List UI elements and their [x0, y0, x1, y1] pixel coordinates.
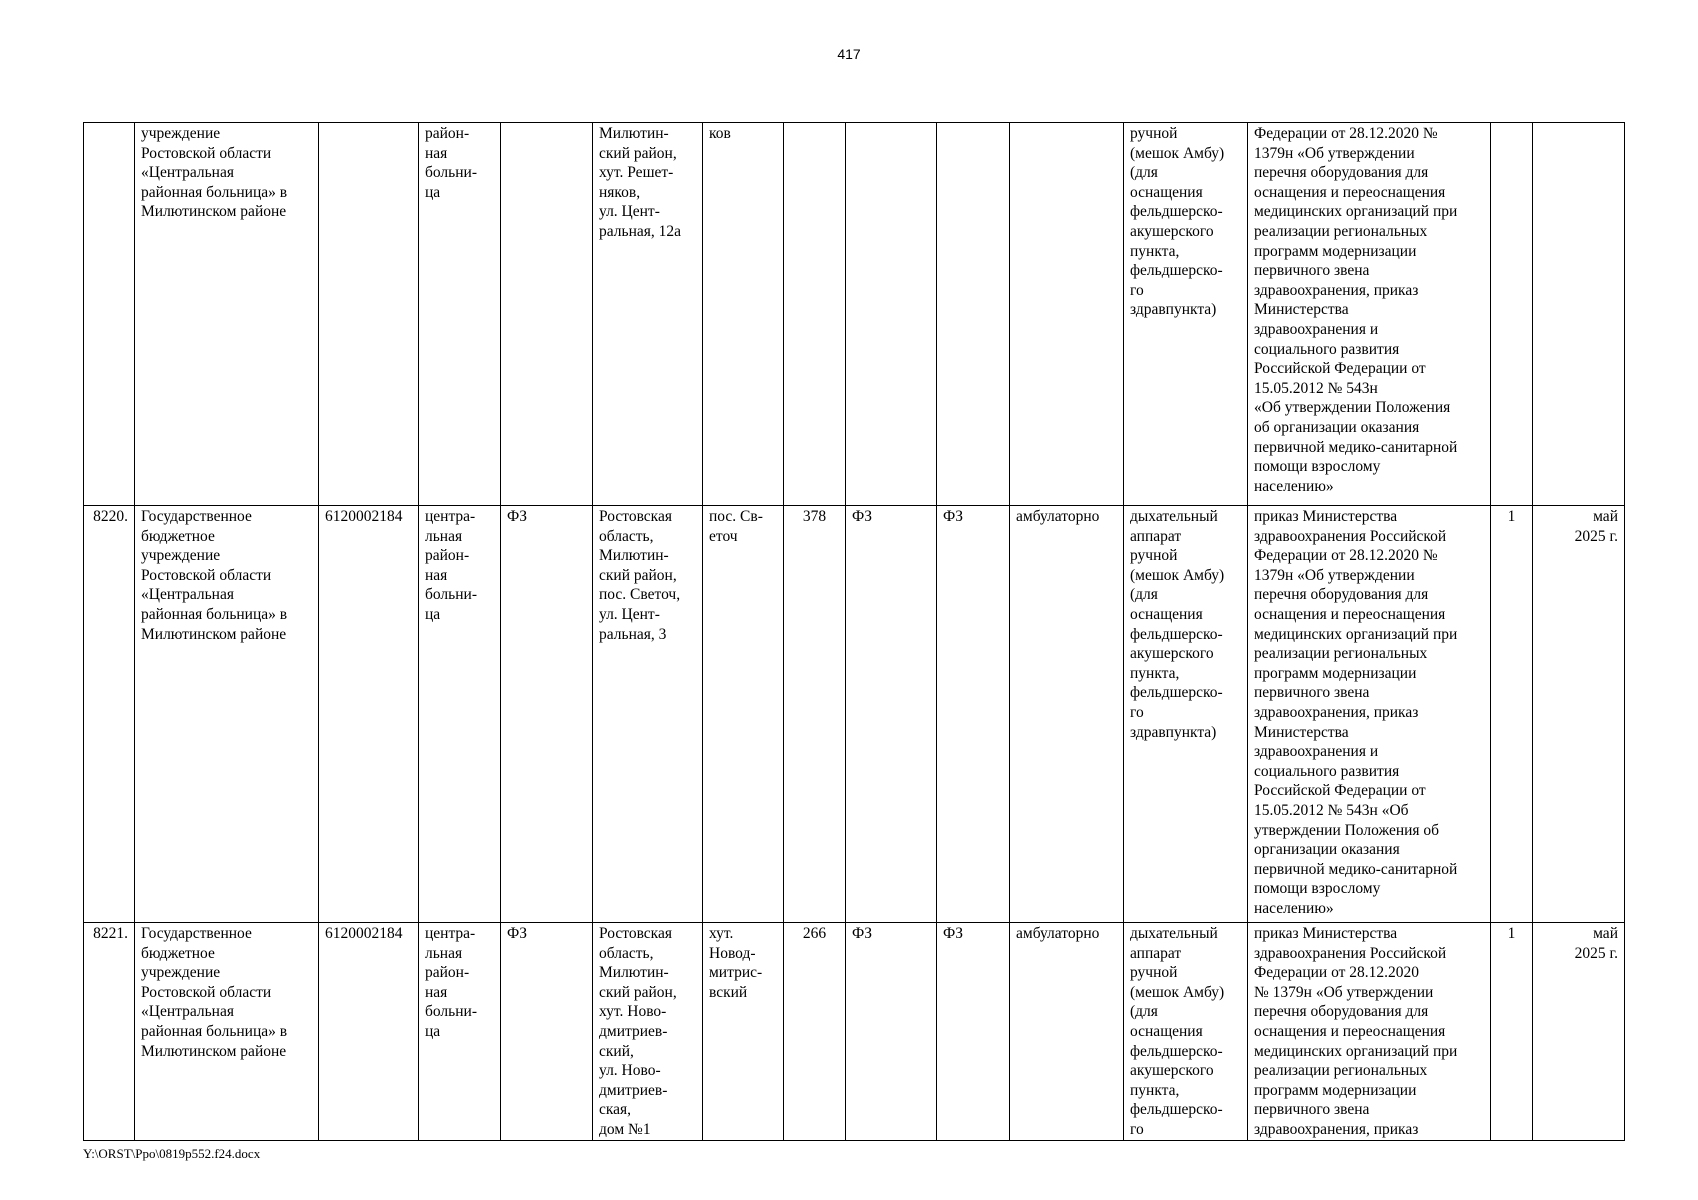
- delivery-date: май 2025 г.: [1533, 506, 1625, 923]
- organization-name: Государственное бюджетное учреждение Ростовской области «Центральная районная больница» в Милютинском районе: [135, 506, 319, 923]
- quantity: 1: [1491, 923, 1533, 1141]
- settlement: хут. Новод- митрис- вский: [703, 923, 784, 1141]
- settlement: пос. Св- еточ: [703, 506, 784, 923]
- equipment-name: ручной (мешок Амбу) (для оснащения фельдшерско- акушерского пункта, фельдшерско- го здравпункта): [1124, 123, 1248, 506]
- legal-basis: приказ Министерства здравоохранения Российской Федерации от 28.12.2020 № 1379н «Об утверждении перечня оборудования для оснащения и переоснащения медицинских организаций при реализации региональных программ модернизации первичного звена здравоохранения, приказ Министерства здравоохранения и социального развития Российской Федерации от 15.05.2012 № 543н «Об утверждении Положения об организации оказания первичной медико-санитарной помощи взрослому населению»: [1248, 506, 1491, 923]
- address: Ростовская область, Милютин- ский район, пос. Светоч, ул. Цент- ральная, 3: [593, 506, 703, 923]
- page-number: 417: [837, 46, 861, 62]
- legal-basis: приказ Министерства здравоохранения Российской Федерации от 28.12.2020 № 1379н «Об утверждении перечня оборудования для оснащения и переоснащения медицинских организаций при реализации региональных программ модернизации первичного звена здравоохранения, приказ: [1248, 923, 1491, 1141]
- inn: [319, 123, 419, 506]
- organization-name: учреждение Ростовской области «Центральная районная больница» в Милютинском районе: [135, 123, 319, 506]
- population: 378: [784, 506, 846, 923]
- care-conditions: амбулаторно: [1010, 506, 1124, 923]
- organization-type: центра- льная район- ная больни- ца: [419, 923, 501, 1141]
- address: Милютин- ский район, хут. Решет- няков, ул. Цент- ральная, 12а: [593, 123, 703, 506]
- table-row: [84, 123, 1625, 506]
- organization-type: район- ная больни- ца: [419, 123, 501, 506]
- unit-type-current: ФЗ: [846, 506, 937, 923]
- unit-type-current: [846, 123, 937, 506]
- organization-name: Государственное бюджетное учреждение Ростовской области «Центральная районная больница» в Милютинском районе: [135, 923, 319, 1141]
- care-conditions: амбулаторно: [1010, 923, 1124, 1141]
- quantity: 1: [1491, 506, 1533, 923]
- inn: 6120002184: [319, 923, 419, 1141]
- equipment-name: дыхательный аппарат ручной (мешок Амбу) (для оснащения фельдшерско- акушерского пункта, фельдшерско- го здравпункта): [1124, 506, 1248, 923]
- inn: 6120002184: [319, 506, 419, 923]
- row-number: 8220.: [84, 506, 135, 923]
- equipment-name: дыхательный аппарат ручной (мешок Амбу) (для оснащения фельдшерско- акушерского пункта, фельдшерско- го: [1124, 923, 1248, 1141]
- unit-type-planned: [937, 123, 1010, 506]
- population: [784, 123, 846, 506]
- population: 266: [784, 923, 846, 1141]
- organization-type: центра- льная район- ная больни- ца: [419, 506, 501, 923]
- row-number: 8221.: [84, 923, 135, 1141]
- unit-status: ФЗ: [501, 923, 593, 1141]
- unit-type-current: ФЗ: [846, 923, 937, 1141]
- equipment-table: [83, 122, 1625, 1141]
- unit-type-planned: ФЗ: [937, 506, 1010, 923]
- quantity: [1491, 123, 1533, 506]
- legal-basis: Федерации от 28.12.2020 № 1379н «Об утверждении перечня оборудования для оснащения и переоснащения медицинских организаций при реализации региональных программ модернизации первичного звена здравоохранения, приказ Министерства здравоохранения и социального развития Российской Федерации от 15.05.2012 № 543н «Об утверждении Положения об организации оказания первичной медико-санитарной помощи взрослому населению»: [1248, 123, 1491, 506]
- unit-status: ФЗ: [501, 506, 593, 923]
- row-number: [84, 123, 135, 506]
- care-conditions: [1010, 123, 1124, 506]
- unit-status: [501, 123, 593, 506]
- table-row: [84, 923, 1625, 1141]
- table-row: [84, 506, 1625, 923]
- address: Ростовская область, Милютин- ский район, хут. Ново- дмитриев- ский, ул. Ново- дмитриев- ская, дом №1: [593, 923, 703, 1141]
- unit-type-planned: ФЗ: [937, 923, 1010, 1141]
- footer-file-path: Y:\ORST\Ppo\0819p552.f24.docx: [83, 1146, 261, 1161]
- delivery-date: май 2025 г.: [1533, 923, 1625, 1141]
- settlement: ков: [703, 123, 784, 506]
- delivery-date: [1533, 123, 1625, 506]
